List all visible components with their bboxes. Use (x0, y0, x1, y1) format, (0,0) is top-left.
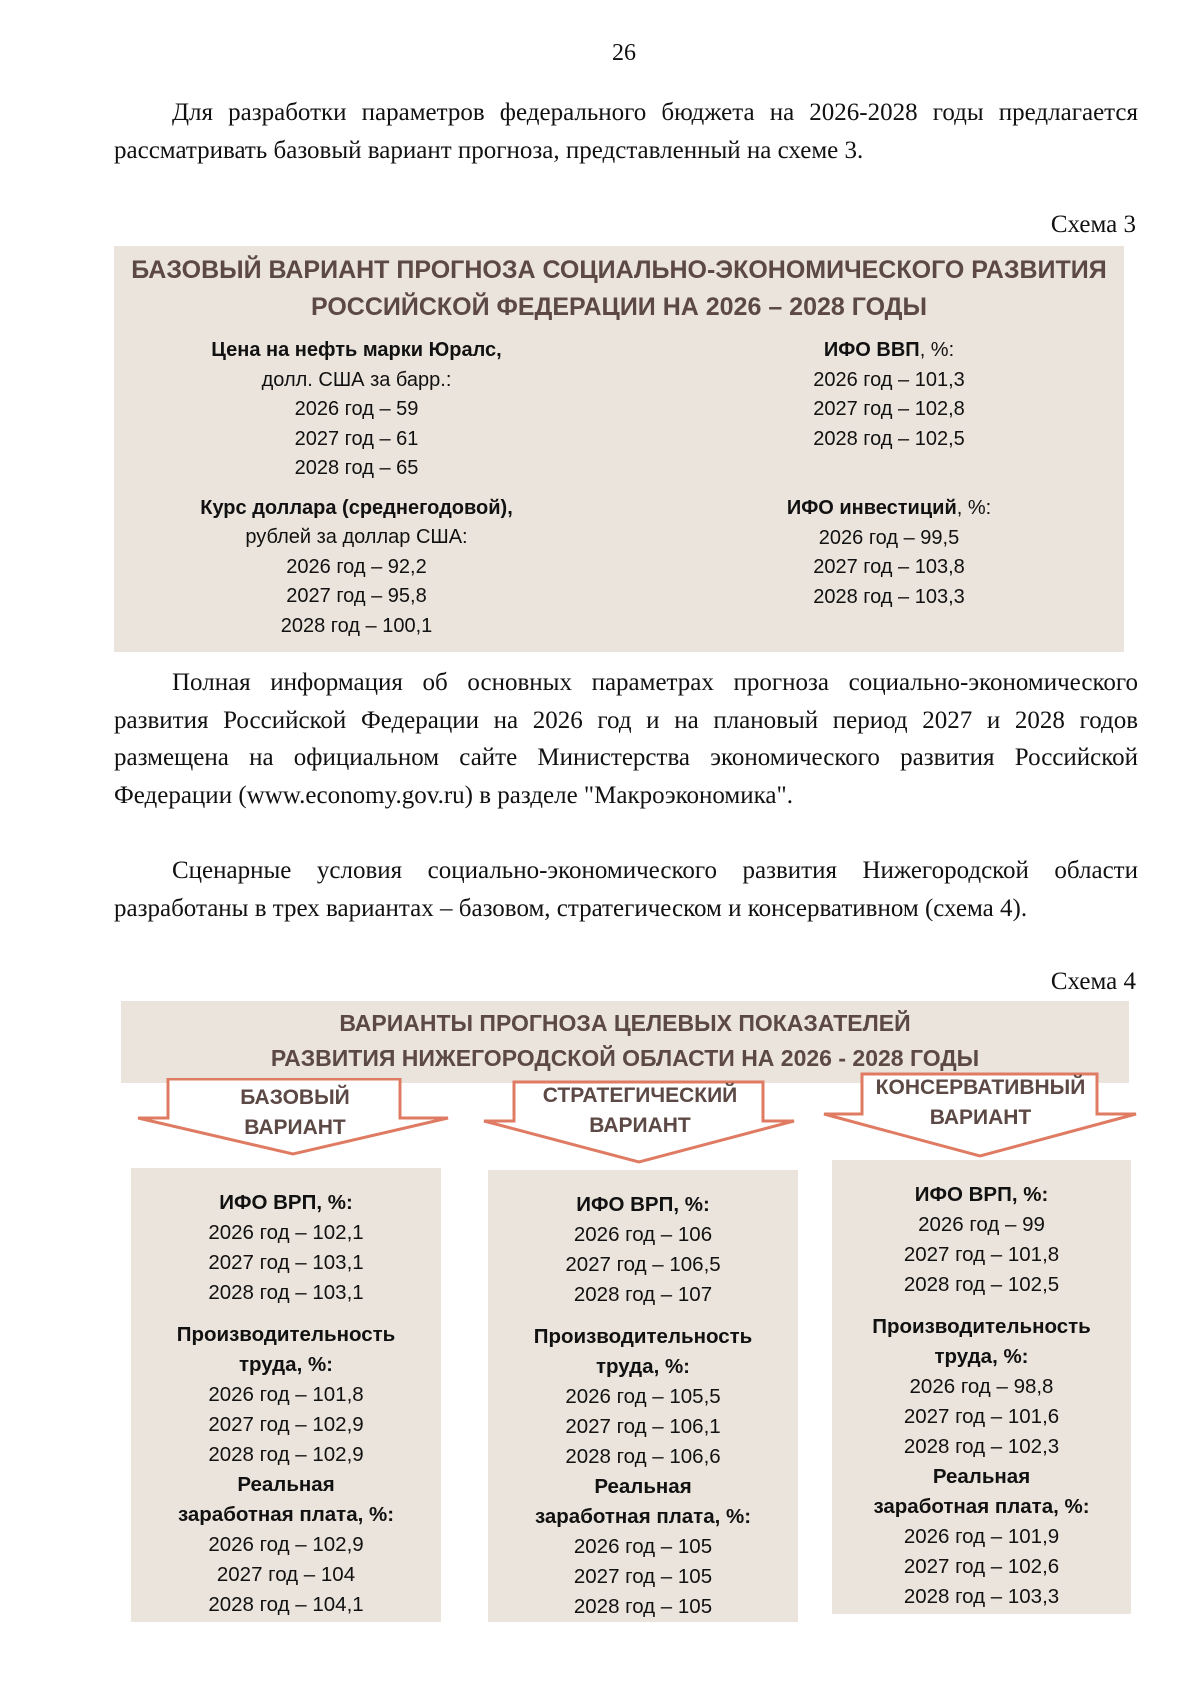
conservative-variant-label: КОНСЕРВАТИВНЫЙ ВАРИАНТ (875, 1076, 1086, 1129)
page-number: 26 (612, 40, 636, 66)
gdp-block: ИФО ВВП, %: 2026 год – 101,3 2027 год – 102,8 2028 год – 102,5 (813, 339, 965, 450)
strategic-wage-block: Реальная заработная плата, %: 2026 год – 105 2027 год – 105 2028 год – 105 (534, 1475, 752, 1618)
conservative-productivity-block: Производительность труда, %: 2026 год – 98,8 2027 год – 101,6 2028 год – 102,3 (872, 1315, 1091, 1458)
conservative-variant-values (832, 1160, 1131, 1612)
base-vrp-block: ИФО ВРП, %: 2026 год – 102,1 2027 год – 103,1 2028 год – 103,1 (208, 1191, 364, 1304)
schema4-title: ВАРИАНТЫ ПРОГНОЗА ЦЕЛЕВЫХ ПОКАЗАТЕЛЕЙ РАЗВИТИЯ НИЖЕГОРОДСКОЙ ОБЛАСТИ НА 2026 - 2028 ГОДЫ (270, 1010, 980, 1071)
conservative-variant-box (832, 1160, 1131, 1614)
schema3-right-column (744, 336, 1034, 622)
conservative-wage-block: Реальная заработная плата, %: 2026 год – 101,9 2027 год – 102,6 2028 год – 103,3 (873, 1465, 1090, 1608)
conservative-vrp-block: ИФО ВРП, %: 2026 год – 99 2027 год – 101,8 2028 год – 102,5 (903, 1183, 1060, 1296)
base-variant-values (131, 1168, 441, 1620)
schema3-label: Схема 3 (1050, 211, 1136, 238)
scenario-paragraph: Сценарные условия социально-экономического развития Нижегородской области разработаны в трех вариантах – базовом, стратегическом и консервативном (схема 4). (114, 857, 1138, 922)
info-paragraph: Полная информация об основных параметрах прогноза социально-экономического развития Российской Федерации на 2026 год и на плановый период 2027 и 2028 годов размещена на официальном сайте Министерства экономического развития Российской Федерации (www.economy.gov.ru) в разделе "Макроэкономика". (114, 669, 1138, 809)
base-wage-block: Реальная заработная плата, %: 2026 год – 102,9 2027 год – 104 2028 год – 104,1 (177, 1473, 395, 1616)
base-variant-label: БАЗОВЫЙ ВАРИАНТ (240, 1086, 350, 1139)
oil-price-block: Цена на нефть марки Юралс, долл. США за барр.: 2026 год – 59 2027 год – 61 2028 год – 65 (211, 339, 502, 479)
strategic-variant-values (488, 1170, 798, 1622)
strategic-vrp-block: ИФО ВРП, %: 2026 год – 106 2027 год – 106,5 2028 год – 107 (565, 1193, 721, 1306)
investment-block: ИФО инвестиций, %: 2026 год – 99,5 2027 год – 103,8 2028 год – 103,3 (786, 497, 992, 608)
schema3-title: БАЗОВЫЙ ВАРИАНТ ПРОГНОЗА СОЦИАЛЬНО-ЭКОНОМИЧЕСКОГО РАЗВИТИЯ РОССИЙСКОЙ ФЕДЕРАЦИИ НА 2026 – 2028 ГОДЫ (131, 256, 1107, 321)
schema4-title-box (121, 1001, 1129, 1083)
intro-paragraph: Для разработки параметров федерального бюджета на 2026-2028 годы предлагается рассматривать базовый вариант прогноза, представленный на схеме 3. (114, 99, 1138, 164)
schema3-box (114, 246, 1124, 652)
strategic-variant-label: СТРАТЕГИЧЕСКИЙ ВАРИАНТ (542, 1084, 738, 1137)
schema4-label: Схема 4 (1050, 968, 1136, 995)
strategic-variant-box (488, 1170, 798, 1622)
usd-rate-block: Курс доллара (среднегодовой), рублей за доллар США: 2026 год – 92,2 2027 год – 95,8 2028 год – 100,1 (200, 496, 513, 637)
base-variant-box (131, 1168, 441, 1622)
schema3-left-column (174, 336, 539, 651)
strategic-productivity-block: Производительность труда, %: 2026 год – 105,5 2027 год – 106,1 2028 год – 106,6 (533, 1325, 753, 1468)
base-productivity-block: Производительность труда, %: 2026 год – 101,8 2027 год – 102,9 2028 год – 102,9 (176, 1323, 396, 1466)
